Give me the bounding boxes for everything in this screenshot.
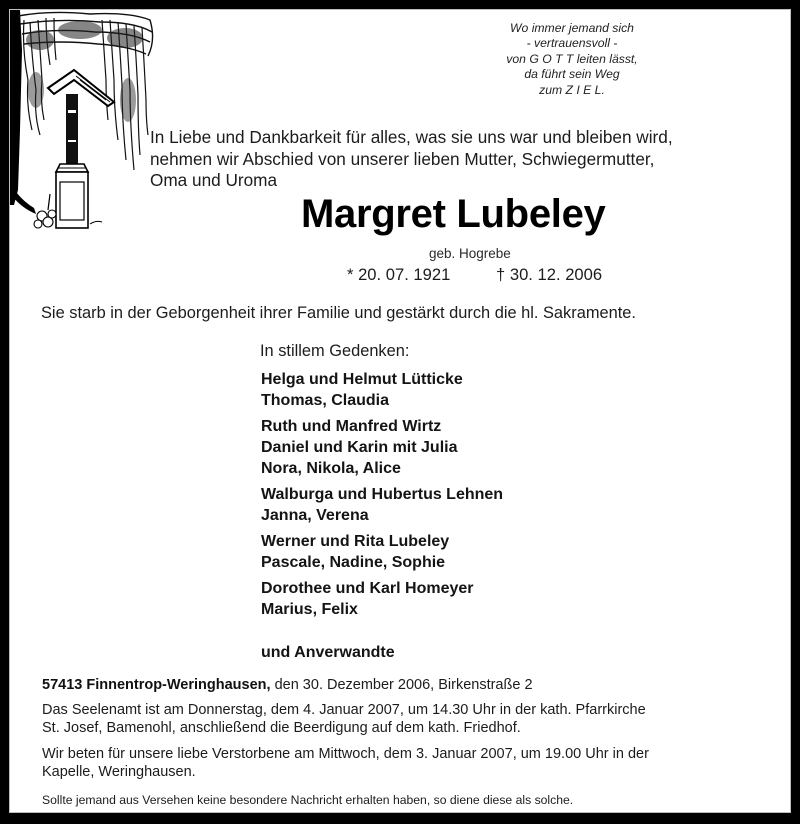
requiem-info xyxy=(42,701,646,738)
prayer-info xyxy=(42,745,649,782)
relatives-line: und Anverwandte xyxy=(261,644,395,661)
mourner-line: Thomas, Claudia xyxy=(261,392,390,410)
birth-date: * 20. 07. 1921 xyxy=(347,265,451,284)
mourner-line: Nora, Nikola, Alice xyxy=(261,460,401,478)
obituary-notice xyxy=(9,9,791,813)
intro-text xyxy=(150,127,673,192)
mourner-line: Walburga und Hubertus Lehnen xyxy=(261,486,504,504)
quote-line: zum Z I E L. xyxy=(539,82,605,97)
family-group xyxy=(261,369,503,411)
prayer-line: Kapelle, Weringhausen. xyxy=(42,764,196,781)
family-group xyxy=(261,484,503,526)
mourner-line: Pascale, Nadine, Sophie xyxy=(261,554,446,572)
memory-heading: In stillem Gedenken: xyxy=(260,342,410,360)
mourner-line: Marius, Felix xyxy=(261,601,358,619)
mourner-line: Dorothee und Karl Homeyer xyxy=(261,579,474,597)
mourners-list xyxy=(261,369,503,625)
prayer-line: Wir beten für unsere liebe Verstorbene am Mittwoch, dem 3. Januar 2007, um 19.00 Uhr in der xyxy=(42,746,649,762)
death-date: † 30. 12. 2006 xyxy=(496,265,603,284)
requiem-line: Das Seelenamt ist am Donnerstag, dem 4. Januar 2007, um 14.30 Uhr in der kath. Pfarrkirche xyxy=(42,702,646,718)
quote-line: von G O T T leiten lässt, xyxy=(506,51,638,66)
intro-line: In Liebe und Dankbarkeit für alles, was sie uns war und bleiben wird, xyxy=(150,127,673,147)
mourner-line: Janna, Verena xyxy=(261,507,369,525)
family-group xyxy=(261,531,503,573)
family-group xyxy=(261,578,503,620)
death-sentence: Sie starb in der Geborgenheit ihrer Familie und gestärkt durch die hl. Sakramente. xyxy=(41,304,636,322)
intro-line: Oma und Uroma xyxy=(150,170,278,191)
family-group xyxy=(261,416,503,480)
quote-line: da führt sein Weg xyxy=(524,67,620,82)
intro-line: nehmen wir Abschied von unserer lieben Mutter, Schwiegermutter, xyxy=(150,148,655,169)
mourner-line: Ruth und Manfred Wirtz xyxy=(261,417,442,435)
mourner-line: Daniel und Karin mit Julia xyxy=(261,439,458,457)
quote-line: Wo immer jemand sich xyxy=(510,21,634,35)
mourner-line: Werner und Rita Lubeley xyxy=(261,532,450,550)
place-name: 57413 Finnentrop-Weringhausen, xyxy=(42,677,271,693)
quote-line: - vertrauensvoll - xyxy=(526,36,618,51)
bible-quote xyxy=(472,21,672,98)
mourner-line: Helga und Helmut Lütticke xyxy=(261,371,463,388)
weeping-willow-wayside-shrine-icon xyxy=(10,10,160,240)
requiem-line: St. Josef, Bamenohl, anschließend die Beerdigung auf dem kath. Friedhof. xyxy=(42,720,521,737)
deceased-name: Margret Lubeley xyxy=(301,192,606,236)
date-address: den 30. Dezember 2006, Birkenstraße 2 xyxy=(270,677,533,693)
maiden-name: geb. Hogrebe xyxy=(429,246,511,261)
place-date-address xyxy=(42,677,533,693)
footnote: Sollte jemand aus Versehen keine besondere Nachricht erhalten haben, so diene diese als solche. xyxy=(42,793,574,807)
